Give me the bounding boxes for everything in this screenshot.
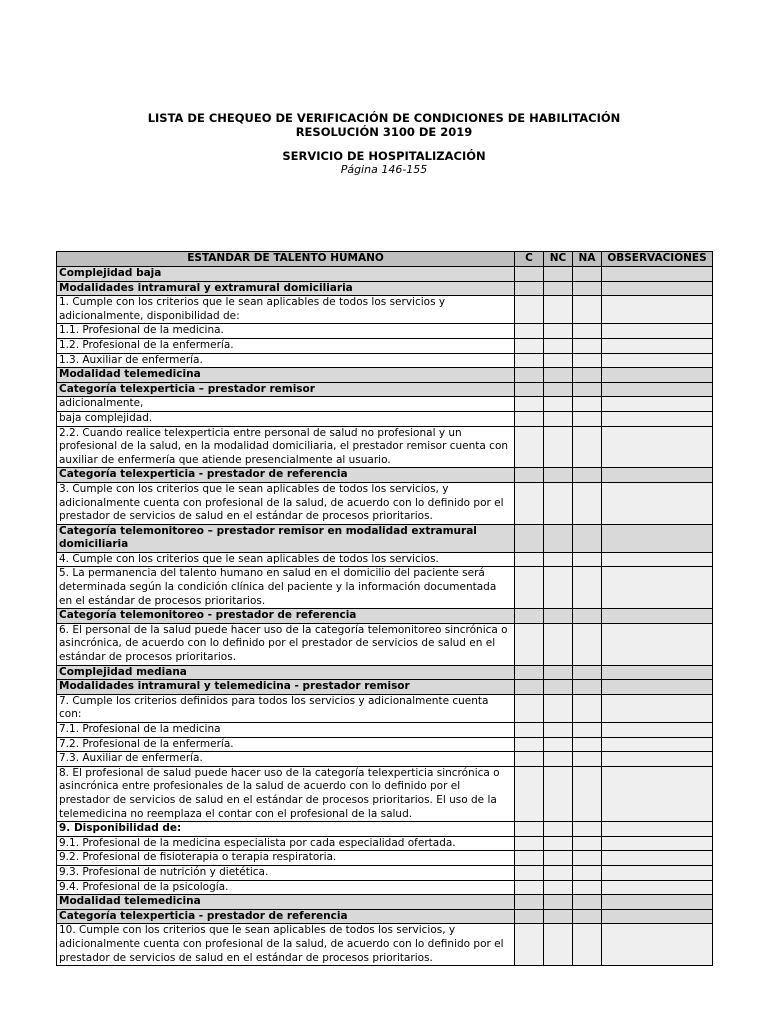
- nc-cell[interactable]: [544, 880, 573, 895]
- observations-cell[interactable]: [602, 281, 713, 296]
- section-heading: Complejidad baja: [57, 267, 515, 282]
- na-cell[interactable]: [573, 552, 602, 567]
- section-heading: Categoría telexperticia - prestador de referencia: [57, 909, 515, 924]
- na-cell[interactable]: [573, 924, 602, 966]
- nc-cell[interactable]: [544, 281, 573, 296]
- table-row: [57, 482, 713, 524]
- na-cell[interactable]: [573, 623, 602, 665]
- nc-cell[interactable]: [544, 851, 573, 866]
- nc-cell[interactable]: [544, 482, 573, 524]
- c-cell[interactable]: [515, 382, 544, 397]
- nc-cell[interactable]: [544, 836, 573, 851]
- column-header-na: NA: [573, 252, 602, 267]
- c-cell[interactable]: [515, 909, 544, 924]
- na-cell[interactable]: [573, 665, 602, 680]
- c-cell[interactable]: [515, 924, 544, 966]
- na-cell[interactable]: [573, 338, 602, 353]
- criterion-text: 9. Disponibilidad de:: [57, 822, 515, 837]
- table-header-row: [57, 252, 713, 267]
- criterion-text: 1.1. Profesional de la medicina.: [57, 324, 515, 339]
- observations-cell[interactable]: [602, 665, 713, 680]
- observations-cell[interactable]: [602, 426, 713, 468]
- observations-cell[interactable]: [602, 324, 713, 339]
- na-cell[interactable]: [573, 680, 602, 695]
- c-cell[interactable]: [515, 368, 544, 383]
- na-cell[interactable]: [573, 524, 602, 552]
- nc-cell[interactable]: [544, 552, 573, 567]
- c-cell[interactable]: [515, 851, 544, 866]
- observations-cell[interactable]: [602, 766, 713, 821]
- column-header-nc: NC: [544, 252, 573, 267]
- c-cell[interactable]: [515, 865, 544, 880]
- section-heading: Complejidad mediana: [57, 665, 515, 680]
- c-cell[interactable]: [515, 623, 544, 665]
- nc-cell[interactable]: [544, 267, 573, 282]
- observations-cell[interactable]: [602, 353, 713, 368]
- table-row: [57, 694, 713, 722]
- nc-cell[interactable]: [544, 909, 573, 924]
- section-row: [57, 267, 713, 282]
- criterion-text: 5. La permanencia del talento humano en salud en el domicilio del paciente será determinada según la condición clínica del paciente y la información documentada en el estándar de procesos prioritarios.: [57, 567, 515, 609]
- nc-cell[interactable]: [544, 737, 573, 752]
- nc-cell[interactable]: [544, 296, 573, 324]
- observations-cell[interactable]: [602, 851, 713, 866]
- section-row: [57, 382, 713, 397]
- table-row: [57, 766, 713, 821]
- na-cell[interactable]: [573, 737, 602, 752]
- observations-cell[interactable]: [602, 924, 713, 966]
- table-row: [57, 880, 713, 895]
- c-cell[interactable]: [515, 468, 544, 483]
- table-row: [57, 623, 713, 665]
- nc-cell[interactable]: [544, 895, 573, 910]
- observations-cell[interactable]: [602, 552, 713, 567]
- section-heading: Categoría telemonitoreo – prestador remisor en modalidad extramural domiciliaria: [57, 524, 515, 552]
- table-row: [57, 296, 713, 324]
- section-row: [57, 368, 713, 383]
- criterion-text: 7. Cumple los criterios definidos para todos los servicios y adicionalmente cuenta con:: [57, 694, 515, 722]
- nc-cell[interactable]: [544, 680, 573, 695]
- c-cell[interactable]: [515, 296, 544, 324]
- c-cell[interactable]: [515, 353, 544, 368]
- na-cell[interactable]: [573, 880, 602, 895]
- na-cell[interactable]: [573, 368, 602, 383]
- criterion-text: 3. Cumple con los criterios que le sean aplicables de todos los servicios, y adicionalmente cuenta con profesional de la salud, de acuerdo con lo definido por el prestador de servicios de salud en el estándar de procesos prioritarios.: [57, 482, 515, 524]
- table-row: [57, 723, 713, 738]
- nc-cell[interactable]: [544, 397, 573, 412]
- column-header-observations: OBSERVACIONES: [602, 252, 713, 267]
- table-row: [57, 552, 713, 567]
- c-cell[interactable]: [515, 267, 544, 282]
- criterion-text: 9.2. Profesional de fisioterapia o terapia respiratoria.: [57, 851, 515, 866]
- observations-cell[interactable]: [602, 865, 713, 880]
- nc-cell[interactable]: [544, 822, 573, 837]
- service-title: SERVICIO DE HOSPITALIZACIÓN: [282, 149, 486, 163]
- c-cell[interactable]: [515, 524, 544, 552]
- na-cell[interactable]: [573, 267, 602, 282]
- nc-cell[interactable]: [544, 382, 573, 397]
- c-cell[interactable]: [515, 324, 544, 339]
- criterion-text: 7.2. Profesional de la enfermería.: [57, 737, 515, 752]
- c-cell[interactable]: [515, 880, 544, 895]
- observations-cell[interactable]: [602, 567, 713, 609]
- section-row: [57, 609, 713, 624]
- nc-cell[interactable]: [544, 609, 573, 624]
- criterion-text: 1.2. Profesional de la enfermería.: [57, 338, 515, 353]
- observations-cell[interactable]: [602, 267, 713, 282]
- c-cell[interactable]: [515, 397, 544, 412]
- observations-cell[interactable]: [602, 338, 713, 353]
- c-cell[interactable]: [515, 737, 544, 752]
- criterion-text: baja complejidad.: [57, 411, 515, 426]
- na-cell[interactable]: [573, 909, 602, 924]
- table-row: [57, 411, 713, 426]
- observations-cell[interactable]: [602, 680, 713, 695]
- section-row: [57, 909, 713, 924]
- observations-cell[interactable]: [602, 524, 713, 552]
- nc-cell[interactable]: [544, 865, 573, 880]
- c-cell[interactable]: [515, 766, 544, 821]
- observations-cell[interactable]: [602, 895, 713, 910]
- nc-cell[interactable]: [544, 665, 573, 680]
- nc-cell[interactable]: [544, 426, 573, 468]
- nc-cell[interactable]: [544, 353, 573, 368]
- criterion-text: 1.3. Auxiliar de enfermería.: [57, 353, 515, 368]
- nc-cell[interactable]: [544, 924, 573, 966]
- nc-cell[interactable]: [544, 723, 573, 738]
- section-heading: Modalidades intramural y telemedicina - prestador remisor: [57, 680, 515, 695]
- na-cell[interactable]: [573, 822, 602, 837]
- c-cell[interactable]: [515, 723, 544, 738]
- na-cell[interactable]: [573, 482, 602, 524]
- c-cell[interactable]: [515, 609, 544, 624]
- c-cell[interactable]: [515, 482, 544, 524]
- column-header-standard: ESTANDAR DE TALENTO HUMANO: [57, 252, 515, 267]
- document-title: LISTA DE CHEQUEO DE VERIFICACIÓN DE CONDICIONES DE HABILITACIÓN: [147, 111, 621, 125]
- criterion-text: adicionalmente,: [57, 397, 515, 412]
- na-cell[interactable]: [573, 752, 602, 767]
- criterion-text: 8. El profesional de salud puede hacer uso de la categoría telexperticia sincrónica o asincrónica entre profesionales de la salud de acuerdo con lo definido por el prestador de servicios de salud en el estándar de procesos prioritarios. El uso de la telemedicina no reemplaza el contar con el profesional de la salud.: [57, 766, 515, 821]
- c-cell[interactable]: [515, 752, 544, 767]
- column-header-c: C: [515, 252, 544, 267]
- observations-cell[interactable]: [602, 368, 713, 383]
- criterion-text: 2.2. Cuando realice telexperticia entre personal de salud no profesional y un profesional de la salud, en la modalidad domiciliaria, el prestador remisor cuenta con auxiliar de enfermería que atiende presencialmente al usuario.: [57, 426, 515, 468]
- na-cell[interactable]: [573, 353, 602, 368]
- criterion-text: 6. El personal de la salud puede hacer uso de la categoría telemonitoreo sincrónica o asincrónica, de acuerdo con lo definido por el prestador de servicios de salud en el estándar de procesos prioritarios.: [57, 623, 515, 665]
- criterion-text: 7.1. Profesional de la medicina: [57, 723, 515, 738]
- checklist-table: [56, 251, 713, 966]
- nc-cell[interactable]: [544, 694, 573, 722]
- section-row: [57, 665, 713, 680]
- table-row: [57, 353, 713, 368]
- na-cell[interactable]: [573, 411, 602, 426]
- document-resolution: RESOLUCIÓN 3100 DE 2019: [295, 125, 473, 139]
- observations-cell[interactable]: [602, 411, 713, 426]
- c-cell[interactable]: [515, 426, 544, 468]
- c-cell[interactable]: [515, 552, 544, 567]
- table-row: [57, 924, 713, 966]
- observations-cell[interactable]: [602, 482, 713, 524]
- page-range: Página 146-155: [340, 163, 428, 176]
- criterion-text: 10. Cumple con los criterios que le sean aplicables de todos los servicios, y adicionalmente cuenta con profesional de la salud, de acuerdo con lo definido por el prestador de servicios de salud en el estándar de procesos prioritarios.: [57, 924, 515, 966]
- section-heading: Categoría telemonitoreo - prestador de referencia: [57, 609, 515, 624]
- na-cell[interactable]: [573, 609, 602, 624]
- table-row: [57, 397, 713, 412]
- nc-cell[interactable]: [544, 338, 573, 353]
- criterion-text: 4. Cumple con los criterios que le sean aplicables de todos los servicios.: [57, 552, 515, 567]
- na-cell[interactable]: [573, 281, 602, 296]
- nc-cell[interactable]: [544, 623, 573, 665]
- section-heading: Modalidades intramural y extramural domiciliaria: [57, 281, 515, 296]
- c-cell[interactable]: [515, 680, 544, 695]
- na-cell[interactable]: [573, 851, 602, 866]
- observations-cell[interactable]: [602, 723, 713, 738]
- nc-cell[interactable]: [544, 411, 573, 426]
- nc-cell[interactable]: [544, 368, 573, 383]
- nc-cell[interactable]: [544, 752, 573, 767]
- table-row: [57, 822, 713, 837]
- observations-cell[interactable]: [602, 909, 713, 924]
- table-row: [57, 836, 713, 851]
- nc-cell[interactable]: [544, 324, 573, 339]
- na-cell[interactable]: [573, 694, 602, 722]
- observations-cell[interactable]: [602, 609, 713, 624]
- na-cell[interactable]: [573, 865, 602, 880]
- c-cell[interactable]: [515, 411, 544, 426]
- observations-cell[interactable]: [602, 880, 713, 895]
- na-cell[interactable]: [573, 296, 602, 324]
- c-cell[interactable]: [515, 665, 544, 680]
- table-row: [57, 752, 713, 767]
- c-cell[interactable]: [515, 567, 544, 609]
- nc-cell[interactable]: [544, 524, 573, 552]
- section-heading: Categoría telexperticia – prestador remisor: [57, 382, 515, 397]
- na-cell[interactable]: [573, 324, 602, 339]
- section-row: [57, 281, 713, 296]
- criterion-text: 1. Cumple con los criterios que le sean aplicables de todos los servicios y adicionalmente, disponibilidad de:: [57, 296, 515, 324]
- criterion-text: 9.4. Profesional de la psicología.: [57, 880, 515, 895]
- na-cell[interactable]: [573, 766, 602, 821]
- table-row: [57, 324, 713, 339]
- section-heading: Modalidad telemedicina: [57, 895, 515, 910]
- observations-cell[interactable]: [602, 397, 713, 412]
- section-row: [57, 895, 713, 910]
- c-cell[interactable]: [515, 281, 544, 296]
- na-cell[interactable]: [573, 567, 602, 609]
- observations-cell[interactable]: [602, 296, 713, 324]
- criterion-text: 7.3. Auxiliar de enfermería.: [57, 752, 515, 767]
- observations-cell[interactable]: [602, 382, 713, 397]
- na-cell[interactable]: [573, 468, 602, 483]
- na-cell[interactable]: [573, 397, 602, 412]
- observations-cell[interactable]: [602, 468, 713, 483]
- c-cell[interactable]: [515, 822, 544, 837]
- section-row: [57, 680, 713, 695]
- na-cell[interactable]: [573, 426, 602, 468]
- section-heading: Categoría telexperticia - prestador de referencia: [57, 468, 515, 483]
- nc-cell[interactable]: [544, 468, 573, 483]
- observations-cell[interactable]: [602, 836, 713, 851]
- criterion-text: 9.1. Profesional de la medicina especialista por cada especialidad ofertada.: [57, 836, 515, 851]
- c-cell[interactable]: [515, 895, 544, 910]
- section-row: [57, 468, 713, 483]
- table-row: [57, 851, 713, 866]
- nc-cell[interactable]: [544, 567, 573, 609]
- section-row: [57, 524, 713, 552]
- table-row: [57, 567, 713, 609]
- observations-cell[interactable]: [602, 822, 713, 837]
- table-row: [57, 865, 713, 880]
- table-row: [57, 426, 713, 468]
- table-row: [57, 338, 713, 353]
- section-heading: Modalidad telemedicina: [57, 368, 515, 383]
- c-cell[interactable]: [515, 836, 544, 851]
- na-cell[interactable]: [573, 382, 602, 397]
- na-cell[interactable]: [573, 723, 602, 738]
- observations-cell[interactable]: [602, 737, 713, 752]
- observations-cell[interactable]: [602, 623, 713, 665]
- table-row: [57, 737, 713, 752]
- observations-cell[interactable]: [602, 694, 713, 722]
- na-cell[interactable]: [573, 895, 602, 910]
- na-cell[interactable]: [573, 836, 602, 851]
- criterion-text: 9.3. Profesional de nutrición y dietética.: [57, 865, 515, 880]
- c-cell[interactable]: [515, 694, 544, 722]
- c-cell[interactable]: [515, 338, 544, 353]
- nc-cell[interactable]: [544, 766, 573, 821]
- observations-cell[interactable]: [602, 752, 713, 767]
